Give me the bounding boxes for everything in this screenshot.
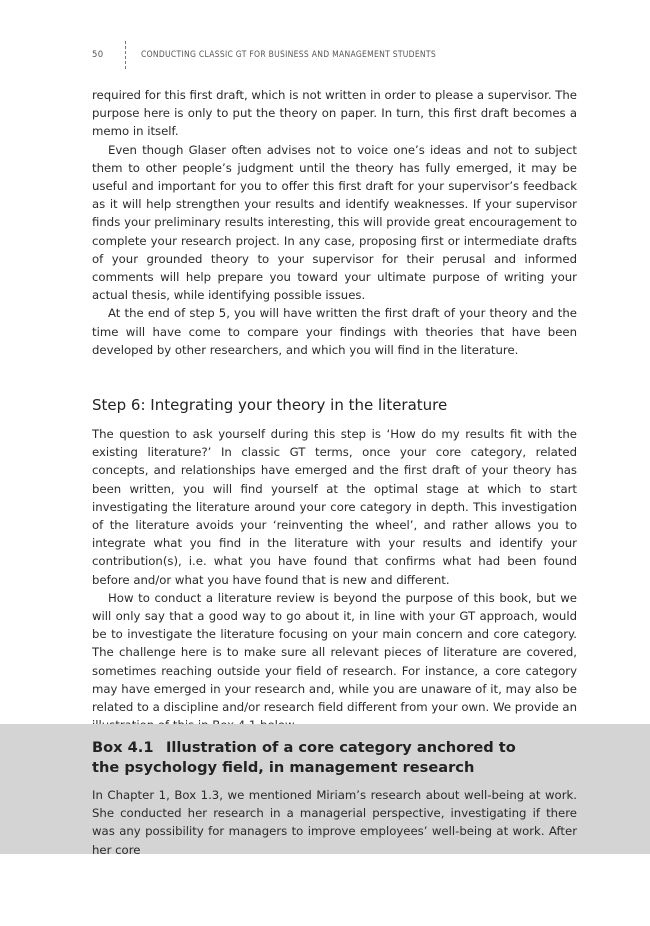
- header-divider: [125, 41, 126, 69]
- paragraph: At the end of step 5, you will have written the first draft of your theory and the time will have come to compare your findings with theories that have been developed by other researchers, and which you will find in the literature.: [92, 306, 577, 357]
- box-title-line1: Illustration of a core category anchored to: [166, 739, 516, 756]
- section-heading: Step 6: Integrating your theory in the literature: [92, 396, 448, 415]
- paragraph: Even though Glaser often advises not to voice one’s ideas and not to subject them to other people’s judgment until the theory has fully emerged, it may be useful and important for you to offer this first draft for your supervisor’s feedback as it will help strengthen your results and identify weaknesses. If your supervisor finds your preliminary results interesting, this will provide great encouragement to complete your research project. In any case, proposing first or intermediate drafts of your grounded theory to your supervisor for their perusal and informed comments will help prepare you toward your ultimate purpose of writing your actual thesis, while identifying possible issues.: [92, 142, 577, 303]
- box-title: [92, 738, 582, 778]
- box-text: In Chapter 1, Box 1.3, we mentioned Miriam’s research about well-being at work. She conducted her research in a managerial perspective, investigating if there was any possibility for managers to improve employees’ well-being at work. After her core: [92, 788, 577, 857]
- page-header: [0, 44, 650, 72]
- running-head: CONDUCTING CLASSIC GT FOR BUSINESS AND MANAGEMENT STUDENTS: [141, 50, 436, 60]
- box-number: Box 4.1: [92, 739, 154, 756]
- paragraph: The question to ask yourself during this step is ‘How do my results fit with the existing literature?’ In classic GT terms, once your core category, related concepts, and relationships have emerged and the first draft of your theory has been written, you will find yourself at the optimal stage at which to start investigating the literature around your core category in depth. This investigation of the literature avoids your ‘reinventing the wheel’, and rather allows you to integrate what you find in the literature with your results and identify your contribution(s), i.e. what you have found that confirms what had been found before and/or what you have found that is new and different.: [92, 427, 577, 587]
- paragraph: required for this first draft, which is not written in order to please a supervisor. The purpose here is only to put the theory on paper. In turn, this first draft becomes a memo in itself.: [92, 88, 577, 139]
- paragraph: How to conduct a literature review is beyond the purpose of this book, but we will only say that a good way to go about it, in line with your GT approach, would be to investigate the literature focusing on your main concern and core category. The challenge here is to make sure all relevant pieces of literature are covered, sometimes reaching outside your field of research. For instance, a core category may have emerged in your research and, while you are unaware of it, may also be related to a discipline and/or research field different from your own. We provide an: [92, 590, 577, 715]
- box-4-1: [0, 724, 650, 857]
- page-number: 50: [92, 50, 104, 60]
- box-title-line2: the psychology field, in management research: [92, 759, 475, 776]
- page-body: [92, 86, 577, 735]
